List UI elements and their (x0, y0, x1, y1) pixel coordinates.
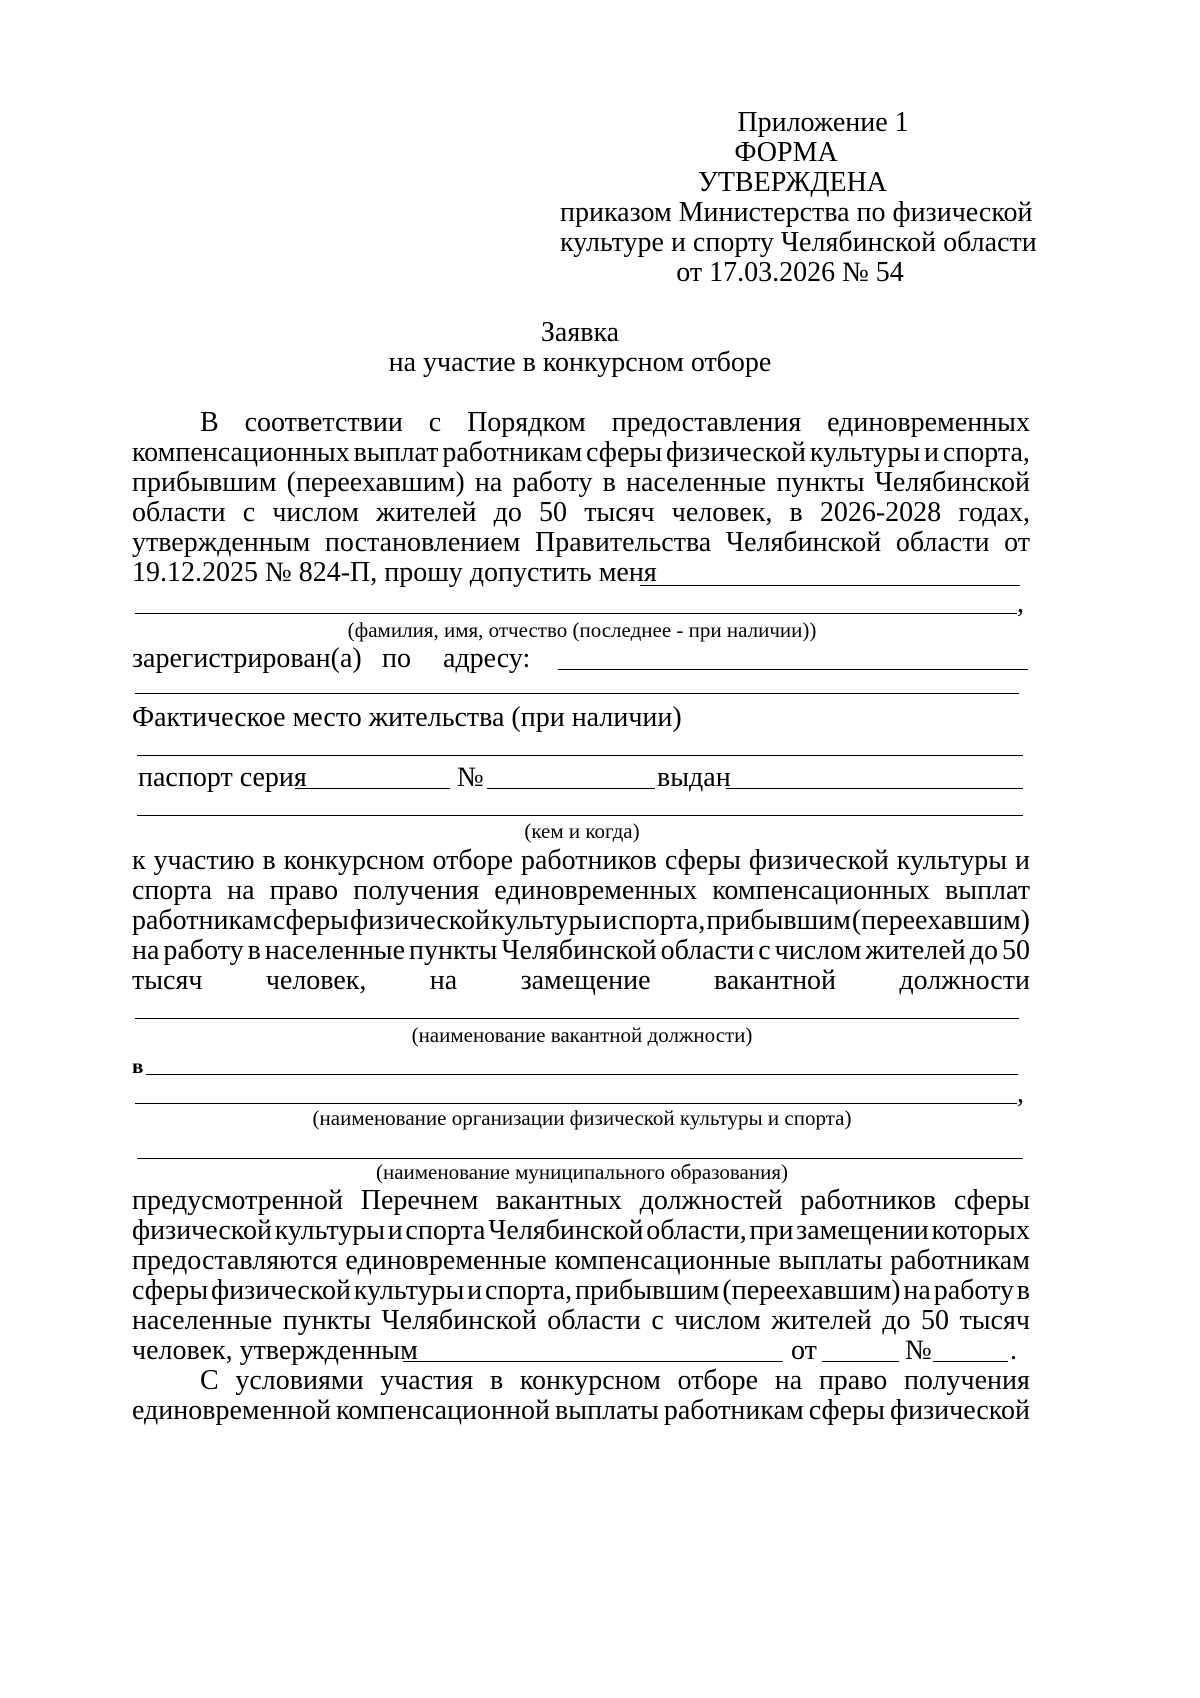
word: которых (931, 1215, 1030, 1246)
word: участию (153, 845, 255, 876)
para3-line (132, 1185, 1030, 1217)
word: В (200, 407, 219, 438)
word: 50 (1001, 935, 1030, 966)
word: сферы (132, 1275, 209, 1306)
position-caption: (наименование вакантной должности) (411, 1023, 753, 1047)
word: до (969, 935, 998, 966)
para2-line (132, 965, 1030, 997)
word: Челябинской (381, 1305, 537, 1336)
word: и (467, 1275, 483, 1306)
word: на (774, 1365, 803, 1396)
word: сферы (953, 1185, 1030, 1216)
word: в (789, 497, 803, 528)
word: Челябинской (488, 1215, 644, 1246)
passport-issued-field-line-2[interactable] (137, 815, 1023, 816)
word: получения (353, 875, 480, 906)
para1-line (132, 467, 1030, 499)
municipality-field[interactable] (137, 1158, 1023, 1159)
word: физической (211, 1275, 352, 1306)
word: пункты (282, 1305, 371, 1336)
word: культуры (274, 1215, 386, 1246)
word: спорта, (942, 437, 1030, 468)
word: населенные (132, 1305, 273, 1336)
word: право (818, 1365, 888, 1396)
para1-line (132, 497, 1030, 529)
actual-residence-label: Фактическое место жительства (при наличии) (132, 702, 682, 733)
word: должности (899, 965, 1030, 996)
word: в (262, 845, 276, 876)
fio-caption: (фамилия, имя, отчество (последнее - при наличии)) (347, 618, 817, 642)
word: спорта (405, 1215, 486, 1246)
word: с (428, 407, 442, 438)
word: в (247, 935, 261, 966)
word: 2026-2028 (819, 497, 942, 528)
word: физической (666, 437, 807, 468)
para2-line (132, 905, 1030, 937)
word: культуры (353, 1275, 465, 1306)
word: человек, (671, 497, 773, 528)
word: компенсационные (554, 1245, 771, 1276)
word: пункты (776, 467, 865, 498)
word: на (429, 965, 458, 996)
fio-field-line-2[interactable] (135, 613, 1017, 614)
order-line-1: приказом Министерства по физической (560, 197, 1033, 228)
word: числом (774, 935, 862, 966)
organization-caption: (наименование организации физической культуры и спорта) (312, 1106, 852, 1130)
word: единовременные (345, 1245, 547, 1276)
organization-comma: , (1017, 1078, 1024, 1109)
word: и (602, 905, 618, 936)
approved-by-field[interactable] (403, 1361, 783, 1362)
application-subtitle: на участие в конкурсном отборе (388, 347, 772, 378)
word: единовременных (827, 407, 1030, 438)
word: (переехавшим) (851, 905, 1030, 936)
word: годах, (958, 497, 1030, 528)
word: работникам (442, 437, 583, 468)
passport-series-field[interactable] (295, 788, 450, 789)
word: физической (748, 845, 889, 876)
word: Челябинской (874, 467, 1030, 498)
word: тысяч (959, 1305, 1030, 1336)
word: постановлением (324, 527, 521, 558)
registered-label-3: адресу: (443, 643, 531, 674)
para4-line (200, 1365, 1030, 1397)
passport-issued-label: выдан (657, 762, 731, 793)
word: выплаты (778, 1245, 883, 1276)
organization-field-line-2[interactable] (135, 1103, 1017, 1104)
word: в (602, 467, 616, 498)
word: условиями (235, 1365, 364, 1396)
word: сферы (664, 845, 741, 876)
word: области (547, 1305, 641, 1336)
word: числом (272, 497, 359, 528)
word: Перечнем (360, 1185, 479, 1216)
passport-number-field[interactable] (487, 788, 655, 789)
actual-residence-field-line[interactable] (137, 755, 1023, 756)
para3-line (132, 1215, 1030, 1247)
word: области (132, 497, 226, 528)
word: области, (646, 1215, 747, 1246)
word: области (660, 935, 755, 966)
para3-line (132, 1275, 1030, 1307)
word: прибывшим (574, 1275, 720, 1306)
word: спорта, (618, 905, 706, 936)
word: на (227, 875, 255, 906)
word: предоставления (611, 407, 802, 438)
word: прибывшим (706, 905, 851, 936)
appendix-label: Приложение 1 (737, 107, 909, 138)
word: С (200, 1365, 219, 1396)
fio-comma: , (1017, 588, 1024, 619)
word: предоставляются (132, 1245, 338, 1276)
word: населенные (264, 935, 406, 966)
word: единовременной (132, 1395, 332, 1426)
word: жителей (865, 935, 966, 966)
para1-line (200, 407, 1030, 439)
word: культуры (809, 437, 921, 468)
para1-line (132, 527, 1030, 559)
word: физической (889, 1395, 1030, 1426)
word: конкурсном (283, 845, 425, 876)
approved-date-field[interactable] (822, 1361, 899, 1362)
word: вакантных (496, 1185, 622, 1216)
approved-label: УТВЕРЖДЕНА (698, 167, 888, 198)
word: человек, (265, 965, 367, 996)
passport-number-sign: № (457, 762, 484, 793)
word: от (1004, 527, 1030, 558)
word: (переехавшим) (722, 1275, 901, 1306)
word: и (387, 1215, 403, 1246)
municipality-caption: (наименование муниципального образования) (375, 1160, 789, 1184)
approved-date-label: от (791, 1335, 817, 1366)
word: тысяч (132, 965, 203, 996)
word: Правительства (535, 527, 712, 558)
word: право (269, 875, 339, 906)
word: числом (674, 1305, 761, 1336)
word: работникам (132, 905, 272, 936)
word: соответствии (244, 407, 403, 438)
word: на (474, 467, 503, 498)
word: с (758, 935, 771, 966)
word: и (1015, 845, 1030, 876)
approved-by-label: человек, утвержденным (132, 1335, 418, 1366)
word: замещение (520, 965, 651, 996)
word: работникам (663, 1395, 804, 1426)
word: работникам (890, 1245, 1030, 1276)
word: выплат (353, 437, 439, 468)
word: вакантной (713, 965, 837, 996)
word: Челябинской (725, 527, 882, 558)
word: единовременных (494, 875, 698, 906)
approved-period: . (1010, 1335, 1017, 1366)
organization-field-line-1[interactable] (146, 1074, 1018, 1075)
word: работу (933, 1275, 1014, 1306)
word: и (924, 437, 940, 468)
word: выплат (945, 875, 1030, 906)
word: в (1016, 1275, 1030, 1306)
word: физической (350, 905, 490, 936)
in-label: в (132, 1054, 144, 1078)
approved-number-field[interactable] (933, 1361, 1008, 1362)
word: 50 (921, 1305, 949, 1336)
para1-line (132, 437, 1030, 469)
passport-issued-field[interactable] (726, 788, 1023, 789)
word: участия (380, 1365, 474, 1396)
word: физической (132, 1215, 272, 1246)
word: компенсационных (712, 875, 930, 906)
para2-line (132, 845, 1030, 877)
word: компенсационных (132, 437, 350, 468)
word: культуры (490, 905, 602, 936)
word: 50 (539, 497, 568, 528)
word: работу (512, 467, 593, 498)
word: к (132, 845, 146, 876)
word: работу (163, 935, 244, 966)
word: сферы (586, 437, 663, 468)
word: замещении (796, 1215, 929, 1246)
order-date: от 17.03.2026 № 54 (676, 257, 904, 288)
word: с (242, 497, 256, 528)
word: утвержденным (132, 527, 311, 558)
word: работников (800, 1185, 937, 1216)
word: прибывшим (132, 467, 277, 498)
para2-line (132, 875, 1030, 907)
word: области (895, 527, 990, 558)
word: спорта, (485, 1275, 573, 1306)
word: предусмотренной (132, 1185, 344, 1216)
order-line-2: культуре и спорту Челябинской области (560, 227, 1037, 258)
word: компенсационной (336, 1395, 550, 1426)
word: выплаты (555, 1395, 659, 1426)
word: конкурсном (519, 1365, 661, 1396)
word: тысяч (584, 497, 655, 528)
word: населенные (625, 467, 767, 498)
word: сферы (272, 905, 349, 936)
word: Порядком (467, 407, 586, 438)
word: сферы (808, 1395, 885, 1426)
word: получения (903, 1365, 1030, 1396)
word: пункты (409, 935, 498, 966)
word: должностей (639, 1185, 783, 1216)
application-title: Заявка (540, 317, 620, 348)
word: на (903, 1275, 931, 1306)
word: жителей (771, 1305, 872, 1336)
word: в (489, 1365, 504, 1396)
word: до (882, 1305, 911, 1336)
word: культуры (896, 845, 1008, 876)
para3-line (132, 1305, 1030, 1337)
registered-label-2: по (382, 643, 411, 674)
address-field-line-2[interactable] (135, 693, 1019, 694)
fio-field-line-1[interactable] (640, 585, 1020, 586)
word: с (651, 1305, 664, 1336)
form-label: ФОРМА (734, 137, 838, 168)
para4-line (132, 1395, 1030, 1427)
para1-last-line: 19.12.2025 № 824-П, прошу допустить меня (132, 557, 657, 588)
word: отборе (677, 1365, 759, 1396)
vacant-position-field[interactable] (135, 1018, 1019, 1019)
word: при (749, 1215, 794, 1246)
para2-line (132, 935, 1030, 967)
para3-line (132, 1245, 1030, 1277)
word: до (493, 497, 522, 528)
approved-number-sign: № (905, 1335, 932, 1366)
word: Челябинской (501, 935, 657, 966)
word: спорта (132, 875, 213, 906)
word: жителей (376, 497, 477, 528)
word: на (132, 935, 160, 966)
word: (переехавшим) (286, 467, 465, 498)
issued-caption: (кем и когда) (524, 819, 640, 843)
word: работников (520, 845, 657, 876)
passport-series-label: паспорт серия (138, 762, 307, 793)
registered-label-1: зарегистрирован(а) (132, 643, 362, 674)
address-field-line-1[interactable] (558, 669, 1028, 670)
word: отборе (432, 845, 514, 876)
